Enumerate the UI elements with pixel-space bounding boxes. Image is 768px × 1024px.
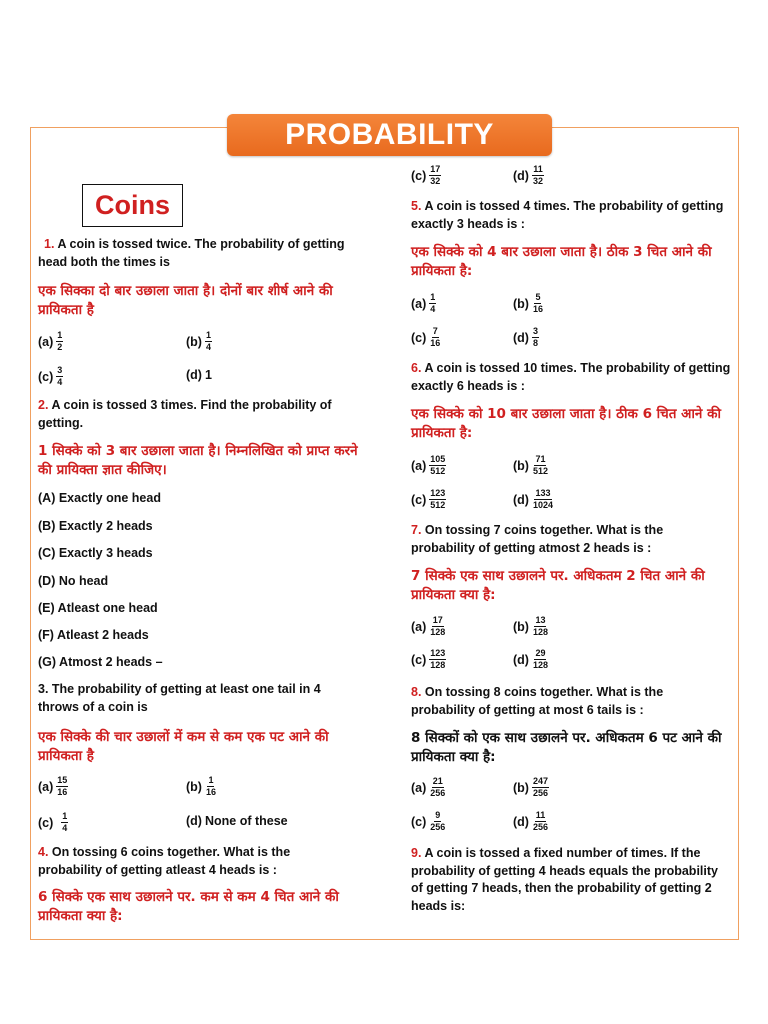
option: (b) $\frac{1}{16}$: [186, 775, 216, 797]
question-number: 7.: [411, 523, 422, 537]
option: (d) $\frac{11}{32}$: [513, 164, 543, 186]
question-7-hindi: 7 सिक्के एक साथ उछालने पर. अधिकतम 2 चित आने की प्रायिकता क्या है:: [411, 568, 705, 603]
option: (a) $\frac{15}{16}$: [38, 775, 68, 797]
question-4-hindi: 6 सिक्के एक साथ उछालने पर. कम से कम 4 चित आने की प्रायिकता क्या है:: [38, 889, 339, 924]
list-item: (A) Exactly one head: [38, 491, 161, 505]
option: (c) $\frac{1}{4}$: [38, 811, 68, 833]
question-1-hindi: एक सिक्का दो बार उछाला जाता है। दोनों बार शीर्ष आने की प्रायिकता है: [38, 283, 333, 318]
question-3-hindi: एक सिक्के की चार उछालों में कम से कम एक पट आने की प्रायिकता है: [38, 729, 329, 764]
question-8-hindi: 8 सिक्कों को एक साथ उछालने पर. अधिकतम 6 पट आने की प्रायिकता क्या है:: [411, 730, 722, 765]
question-text: A coin is tossed 3 times. Find the probability of getting.: [38, 398, 332, 430]
question-text: A coin is tossed 4 times. The probability of getting exactly 3 heads is :: [411, 199, 724, 231]
option: (a) $\frac{1}{4}$: [411, 292, 436, 314]
list-item: (D) No head: [38, 574, 109, 588]
question-text: A coin is tossed 10 times. The probability of getting exactly 6 heads is :: [411, 361, 731, 393]
option: (b) $\frac{71}{512}$: [513, 454, 548, 476]
option: (b) $\frac{5}{16}$: [513, 292, 543, 314]
question-6: [411, 360, 736, 395]
list-item: (F) Atleast 2 heads: [38, 628, 149, 642]
question-8: [411, 684, 701, 719]
option: (a) $\frac{105}{512}$: [411, 454, 446, 476]
question-number: 8.: [411, 685, 422, 699]
option: (d) $\frac{133}{1024}$: [513, 488, 553, 510]
question-2: [38, 397, 358, 432]
question-3: 3. The probability of getting at least one tail in 4 throws of a coin is: [38, 682, 321, 714]
question-text: A coin is tossed a fixed number of times. If the probability of getting 4 heads equals the probability of getting 7 heads, then the probability of getting 2 heads is:: [411, 846, 718, 913]
option: (c) $\frac{123}{128}$: [411, 648, 446, 670]
option: (a) $\frac{17}{128}$: [411, 615, 446, 637]
option: (d) 1: [186, 368, 212, 382]
question-text: On tossing 8 coins together. What is the probability of getting at most 6 tails is :: [411, 685, 664, 717]
list-item: (G) Atmost 2 heads –: [38, 655, 163, 669]
question-5: [411, 198, 731, 233]
option: (a) $\frac{1}{2}$: [38, 330, 63, 352]
option: (c) $\frac{123}{512}$: [411, 488, 446, 510]
option: (c) $\frac{9}{256}$: [411, 810, 446, 832]
question-4: [38, 844, 338, 879]
option: (c) $\frac{7}{16}$: [411, 326, 441, 348]
question-9: [411, 845, 731, 915]
option: (a) $\frac{21}{256}$: [411, 776, 446, 798]
list-item: (B) Exactly 2 heads: [38, 519, 153, 533]
option: (c) $\frac{17}{32}$: [411, 164, 441, 186]
question-1: [38, 236, 358, 271]
section-heading: Coins: [82, 184, 183, 227]
question-text: A coin is tossed twice. The probability of getting head both the times is: [38, 237, 345, 269]
question-text: On tossing 7 coins together. What is the probability of getting atmost 2 heads is :: [411, 523, 664, 555]
option: (d) None of these: [186, 814, 288, 828]
option: (d) $\frac{29}{128}$: [513, 648, 548, 670]
question-6-hindi: एक सिक्के को 10 बार उछाला जाता है। ठीक 6 चित आने की प्रायिकता है:: [411, 406, 721, 441]
question-number: 2.: [38, 398, 49, 412]
option: (b) $\frac{247}{256}$: [513, 776, 548, 798]
option: (d) $\frac{3}{8}$: [513, 326, 538, 348]
question-2-hindi: 1 सिक्के को 3 बार उछाला जाता है। निम्नलिखित को प्राप्त करने की प्रायिक्ता ज्ञात कीजिए।: [38, 443, 358, 478]
option: (b) $\frac{13}{128}$: [513, 615, 548, 637]
option: (c) $\frac{3}{4}$: [38, 365, 63, 387]
question-text: On tossing 6 coins together. What is the probability of getting atleast 4 heads is :: [38, 845, 291, 877]
question-5-hindi: एक सिक्के को 4 बार उछाला जाता है। ठीक 3 चित आने की प्रायिकता है:: [411, 244, 712, 279]
list-item: (C) Exactly 3 heads: [38, 546, 153, 560]
page-title: PROBABILITY: [227, 114, 552, 156]
question-number: 9.: [411, 846, 422, 860]
question-number: 5.: [411, 199, 422, 213]
list-item: (E) Atleast one head: [38, 601, 158, 615]
question-number: 6.: [411, 361, 422, 375]
option: (d) $\frac{11}{256}$: [513, 810, 548, 832]
question-number: 1.: [44, 237, 55, 251]
option: (b) $\frac{1}{4}$: [186, 330, 211, 352]
question-7: [411, 522, 701, 557]
question-number: 4.: [38, 845, 49, 859]
